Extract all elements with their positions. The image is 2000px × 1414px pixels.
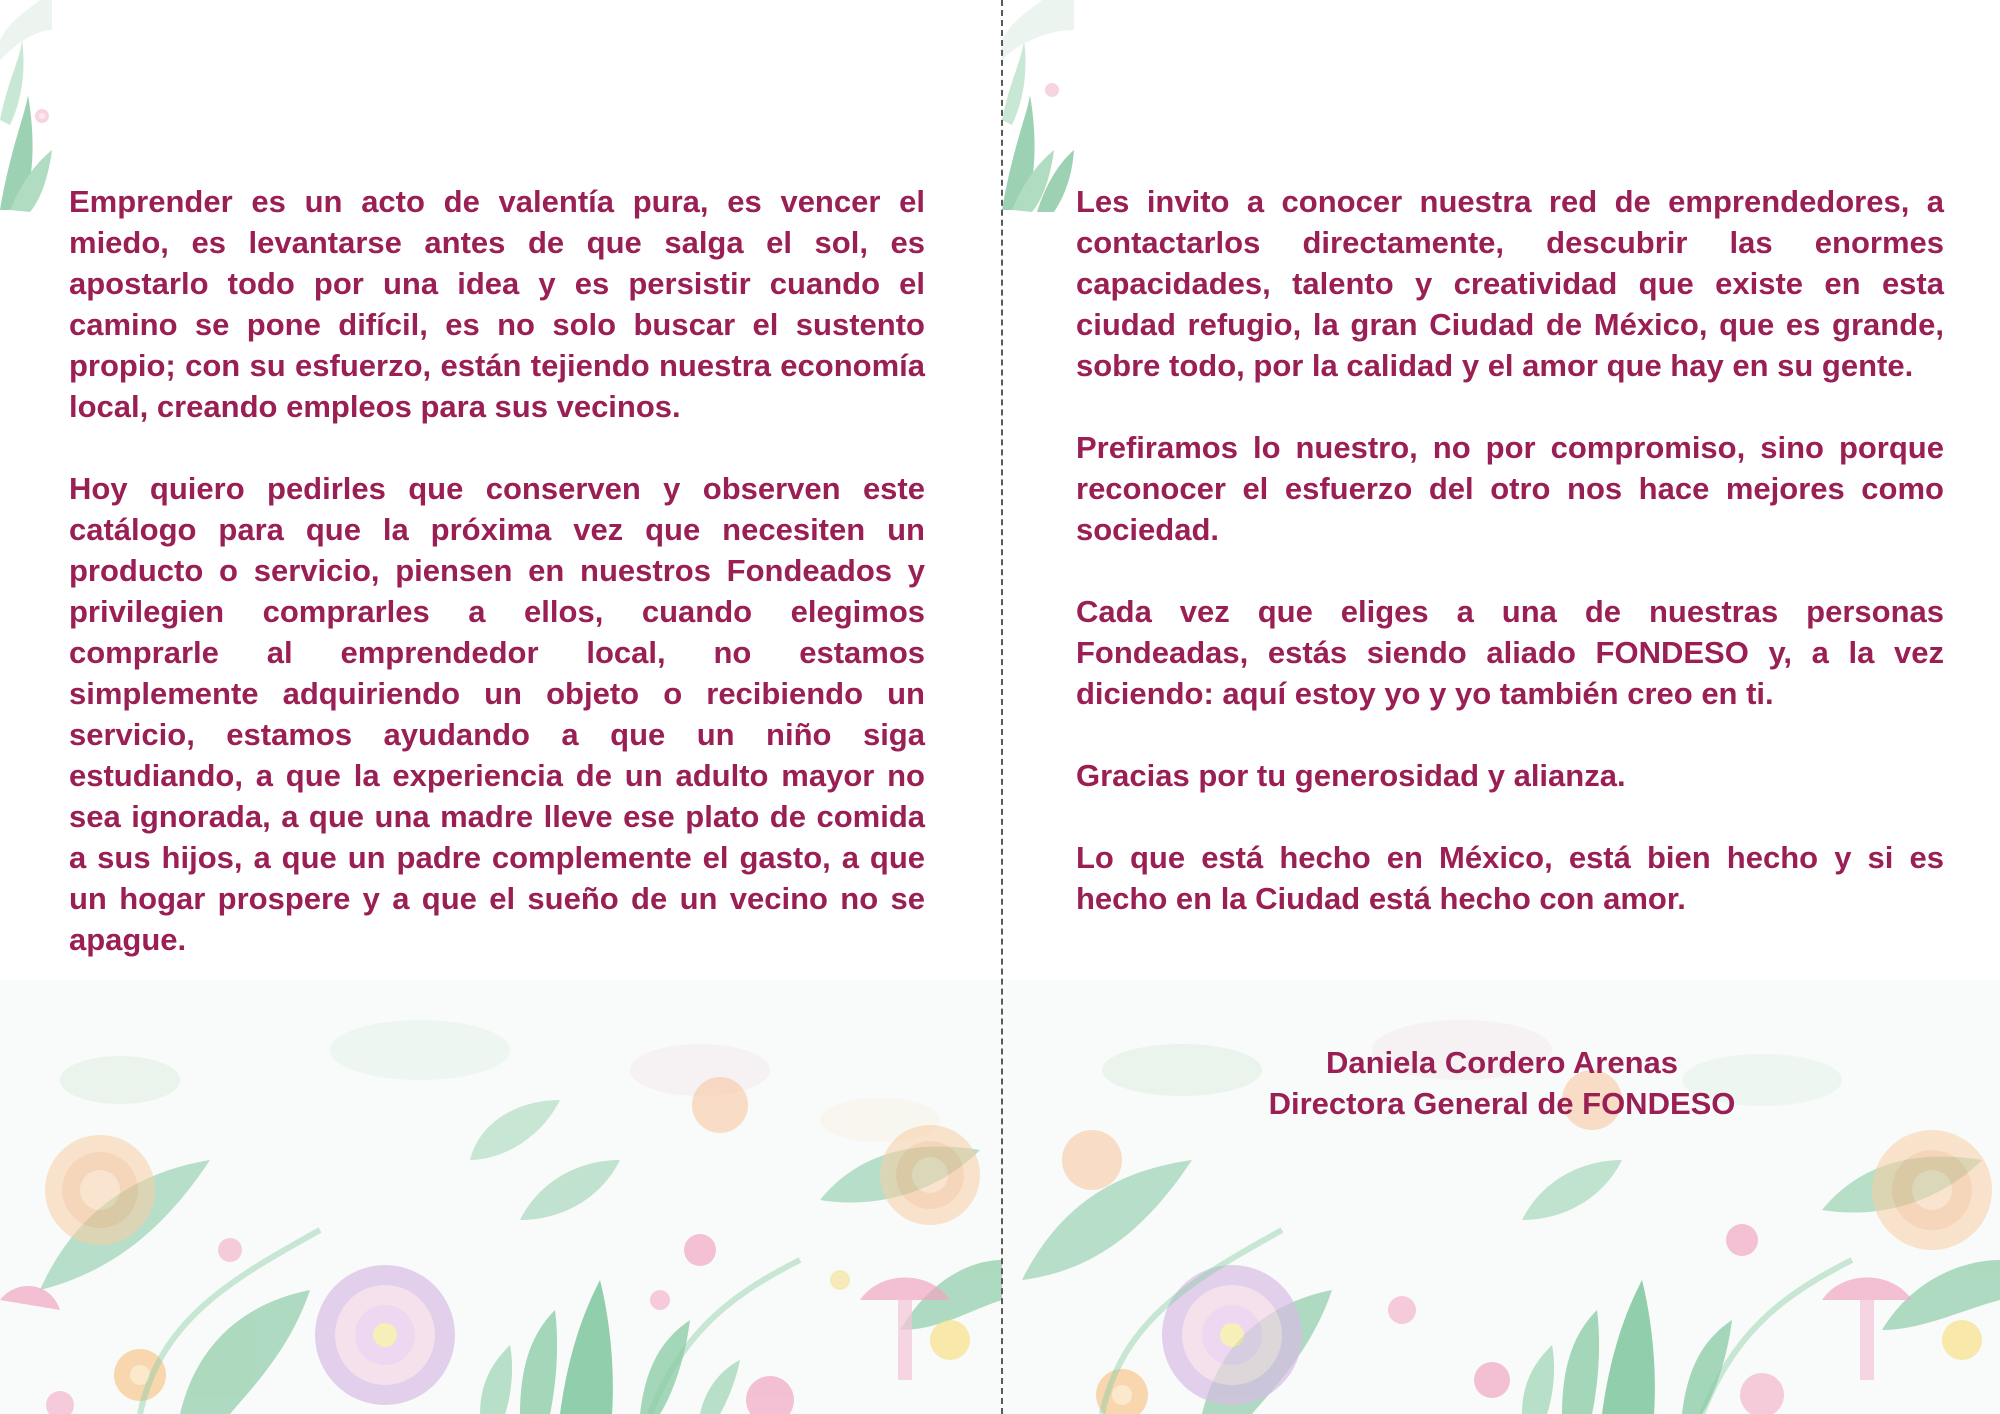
right-paragraph-2: Prefiramos lo nuestro, no por compromiso, sino porque reconocer el esfuerzo del otro nos hace mejores como sociedad. <box>1076 430 1944 547</box>
right-paragraph-1: Les invito a conocer nuestra red de emprendedores, a contactarlos directamente, descubrir las enormes capacidades, talento y creatividad que existe en esta ciudad refugio, la gran Ciudad de México, que es grande, sobre todo, por la calidad y el amor que hay en su gente. <box>1076 184 1944 383</box>
signature-role: Directora General de FONDESO <box>1268 1086 1736 1121</box>
left-paragraph-2: Hoy quiero pedirles que conserven y observen este catálogo para que la próxima vez que necesiten un producto o servicio, piensen en nuestros Fondeados y privilegien comprarles a ellos, cuando elegimos comprarle al emprendedor local, no estamos simplemente adquiriendo un objeto o recibiendo un servicio, estamos ayudando a que un niño siga estudiando, a que la experiencia de un adulto mayor no sea ignorada, a que una madre lleve ese plato de comida a sus hijos, a que un padre complemente el gasto, a que un hogar prospere y a que el sueño de un vecino no se apague. <box>69 471 925 957</box>
agave-leaf-icon <box>0 0 52 212</box>
right-paragraph-4: Gracias por tu generosidad y alianza. <box>1076 758 1626 793</box>
left-page-text <box>69 181 925 1001</box>
left-paragraph-1: Emprender es un acto de valentía pura, es vencer el miedo, es levantarse antes de que salga el sol, es apostarlo todo por una idea y es persistir cuando el camino se pone difícil, es no solo buscar el sustento propio; con su esfuerzo, están tejiendo nuestra economía local, creando empleos para sus vecinos. <box>69 184 925 424</box>
signature-block <box>1002 1042 2000 1124</box>
right-page-text <box>1076 181 1944 960</box>
agave-leaf-icon <box>1002 0 1074 212</box>
right-paragraph-5: Lo que está hecho en México, está bien hecho y si es hecho en la Ciudad está hecho con amor. <box>1076 840 1944 916</box>
right-paragraph-3: Cada vez que eliges a una de nuestras personas Fondeadas, estás siendo aliado FONDESO y, a la vez diciendo: aquí estoy yo y yo también creo en ti. <box>1076 594 1944 711</box>
signature-name: Daniela Cordero Arenas <box>1325 1045 1679 1080</box>
fold-line <box>1001 0 1003 1414</box>
right-page <box>1002 0 2000 1414</box>
